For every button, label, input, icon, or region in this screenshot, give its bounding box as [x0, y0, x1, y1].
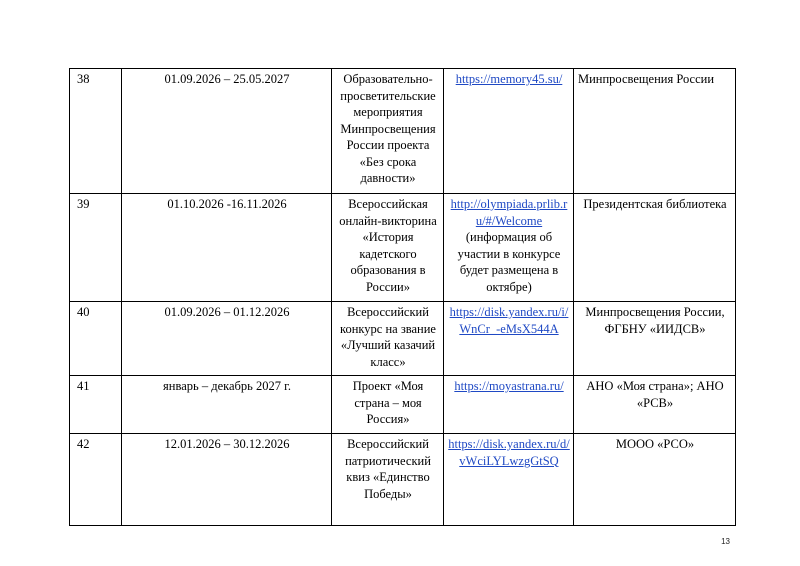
row-link-cell	[444, 194, 574, 302]
row-link[interactable]: http://olympiada.prlib.ru/#/Welcome	[450, 197, 568, 228]
row-number: 42	[70, 434, 122, 526]
table-row	[70, 69, 736, 194]
row-organizer: АНО «Моя страна»; АНО «РСВ»	[574, 376, 736, 434]
row-number: 40	[70, 302, 122, 376]
row-date: 01.09.2026 – 01.12.2026	[122, 302, 332, 376]
table-row	[70, 434, 736, 526]
row-number: 39	[70, 194, 122, 302]
row-link-cell	[444, 69, 574, 194]
row-date: 01.09.2026 – 25.05.2027	[122, 69, 332, 194]
page-number: 13	[721, 537, 730, 546]
table-row	[70, 376, 736, 434]
row-organizer: МООО «РСО»	[574, 434, 736, 526]
row-link-cell	[444, 302, 574, 376]
row-organizer: Президентская библиотека	[574, 194, 736, 302]
row-link[interactable]: https://memory45.su/	[455, 72, 563, 86]
row-event-name: Образовательно-просветительские мероприятия Минпросвещения России проекта «Без срока давности»	[332, 69, 444, 194]
row-link-note: (информация об участии в конкурсе будет размещена в октябре)	[457, 230, 561, 294]
row-link[interactable]: https://disk.yandex.ru/d/vWciLYLwzgGtSQ	[448, 437, 570, 468]
row-date: 01.10.2026 -16.11.2026	[122, 194, 332, 302]
row-organizer: Минпросвещения России, ФГБНУ «ИИДСВ»	[574, 302, 736, 376]
row-event-name: Всероссийский патриотический квиз «Единство Победы»	[332, 434, 444, 526]
table-row	[70, 194, 736, 302]
events-table	[69, 68, 736, 526]
row-number: 38	[70, 69, 122, 194]
row-link-cell	[444, 376, 574, 434]
row-event-name: Проект «Моя страна – моя Россия»	[332, 376, 444, 434]
row-link[interactable]: https://moyastrana.ru/	[454, 379, 564, 393]
row-date: январь – декабрь 2027 г.	[122, 376, 332, 434]
table-row	[70, 302, 736, 376]
row-date: 12.01.2026 – 30.12.2026	[122, 434, 332, 526]
row-number: 41	[70, 376, 122, 434]
row-organizer: Минпросвещения России	[574, 69, 736, 194]
row-event-name: Всероссийский конкурс на звание «Лучший казачий класс»	[332, 302, 444, 376]
row-link[interactable]: https://disk.yandex.ru/i/WnCr_-eMsX544A	[449, 305, 569, 336]
row-link-cell	[444, 434, 574, 526]
row-event-name: Всероссийская онлайн-викторина «История кадетского образования в России»	[332, 194, 444, 302]
